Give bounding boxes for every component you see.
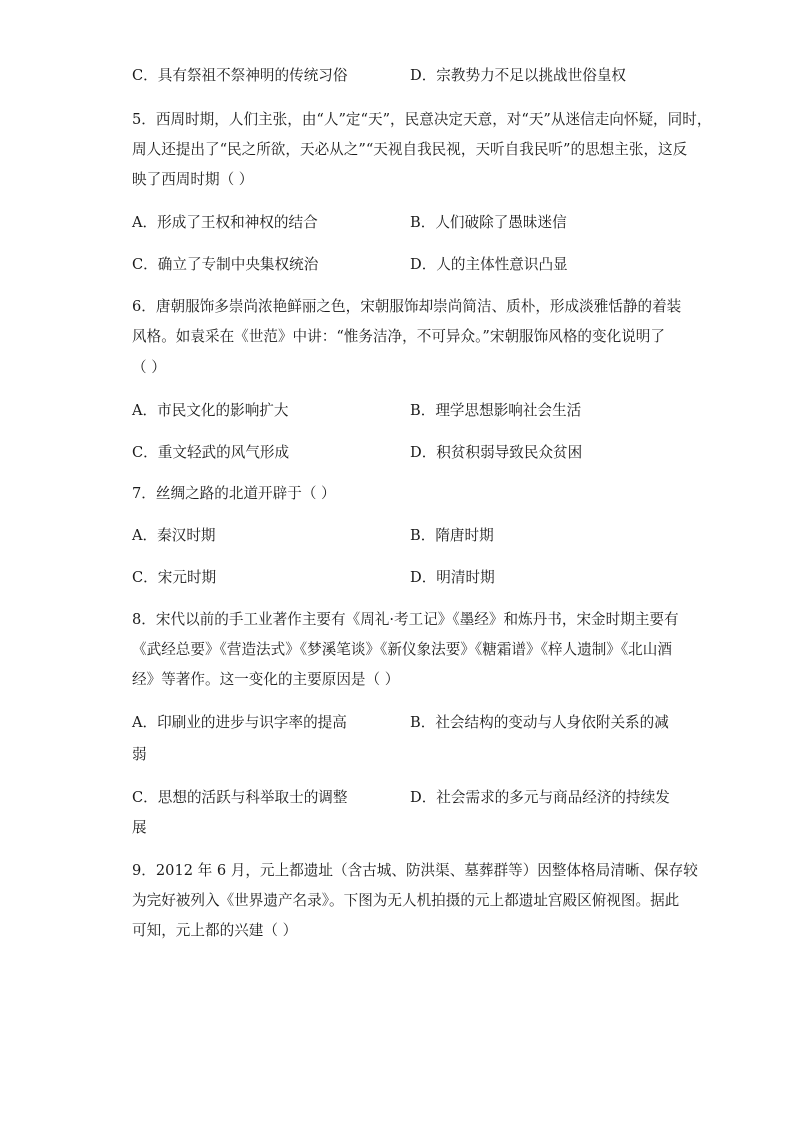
q5-option-a: A．形成了王权和神权的结合 — [132, 214, 318, 231]
q8-stem-line2: 《武经总要》《营造法式》《梦溪笔谈》《新仪象法要》《糖霜谱》《梓人遗制》《北山酒 — [132, 641, 672, 658]
q5-stem-line3: 映了西周时期（ ） — [132, 171, 254, 188]
q6-option-d: D．积贫积弱导致民众贫困 — [410, 444, 583, 461]
q6-stem-line2: 风格。如袁采在《世范》中讲：“惟务洁净，不可异众。”宋朝服饰风格的变化说明了 — [132, 328, 665, 345]
q8-option-a: A．印刷业的进步与识字率的提高 — [132, 714, 347, 731]
q9-stem-line1: 9．2012 年 6 月，元上都遗址（含古城、防洪渠、墓葬群等）因整体格局清晰、保存较 — [132, 862, 698, 879]
q5-option-c: C．确立了专制中央集权统治 — [132, 256, 319, 273]
q9-stem-line3: 可知，元上都的兴建（ ） — [132, 922, 298, 939]
q8-stem-line1: 8．宋代以前的手工业著作主要有《周礼·考工记》《墨经》和炼丹书，宋金时期主要有 — [132, 611, 679, 628]
q6-option-c: C．重文轻武的风气形成 — [132, 444, 290, 461]
q7-option-d: D．明清时期 — [410, 569, 495, 586]
q6-stem-line3: （ ） — [132, 359, 166, 376]
q8-option-d: D．社会需求的多元与商品经济的持续发 — [410, 789, 670, 806]
q5-stem-line2: 周人还提出了“民之所欲，天必从之”“天视自我民视，天听自我民听”的思想主张，这反 — [132, 141, 688, 158]
q9-stem-line2: 为完好被列入《世界遗产名录》。下图为无人机拍摄的元上都遗址宫殿区俯视图。据此 — [132, 892, 680, 909]
q7-option-a: A．秦汉时期 — [132, 527, 216, 544]
q5-option-b: B．人们破除了愚昧迷信 — [410, 214, 567, 231]
q8-option-b: B．社会结构的变动与人身依附关系的减 — [410, 714, 669, 731]
q6-option-a: A．市民文化的影响扩大 — [132, 402, 289, 419]
q8-option-c: C．思想的活跃与科举取士的调整 — [132, 789, 348, 806]
q7-option-b: B．隋唐时期 — [410, 527, 494, 544]
q4-option-d: D．宗教势力不足以挑战世俗皇权 — [410, 67, 627, 84]
q4-option-c: C．具有祭祖不祭神明的传统习俗 — [132, 67, 348, 84]
q8-stem-line3: 经》等著作。这一变化的主要原因是（ ） — [132, 671, 400, 688]
q7-option-c: C．宋元时期 — [132, 569, 217, 586]
q5-option-d: D．人的主体性意识凸显 — [410, 256, 568, 273]
q8-option-d-cont: 展 — [132, 819, 147, 836]
q5-stem-line1: 5．西周时期，人们主张，由“人”定“天”，民意决定天意，对“天”从迷信走向怀疑，同时， — [132, 111, 712, 128]
q6-stem-line1: 6．唐朝服饰多崇尚浓艳鲜丽之色，宋朝服饰却崇尚简洁、质朴，形成淡雅恬静的着装 — [132, 298, 682, 315]
q7-stem: 7．丝绸之路的北道开辟于（ ） — [132, 485, 336, 502]
q8-option-b-cont: 弱 — [132, 746, 147, 763]
q6-option-b: B．理学思想影响社会生活 — [410, 402, 582, 419]
